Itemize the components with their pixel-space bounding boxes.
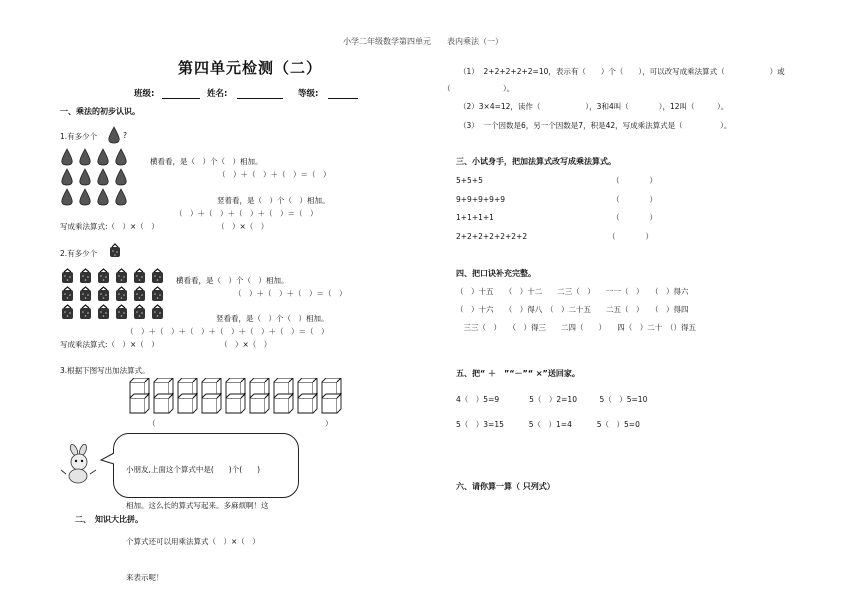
bubble-line: 个算式还可以用乘法算式（ ）×（ ） (126, 537, 260, 546)
q1-question-mark: ? (123, 131, 127, 140)
cube-stacks (128, 378, 348, 418)
sec3-expr: 9+9+9+9+9 (456, 195, 505, 204)
cube-stack (178, 378, 197, 413)
bubble-tail (100, 452, 116, 466)
cube-stack (274, 378, 293, 413)
strawberry-icon (62, 269, 73, 283)
q3-paren-close: ） (325, 419, 333, 428)
class-field[interactable] (162, 98, 200, 99)
strawberry-icon (80, 287, 91, 301)
strawberry-icon (62, 305, 73, 319)
sec3-expr: 1+1+1+1 (456, 213, 494, 222)
speech-bubble (113, 433, 299, 582)
pear-icon (62, 169, 72, 185)
name-field[interactable] (237, 98, 283, 99)
pear-icon (98, 149, 108, 165)
strawberry-icon (107, 243, 123, 259)
q3-paren-open: （ (148, 419, 156, 428)
cube-stack (130, 378, 149, 413)
section-1-heading: 一、乘法的初步认识。 (60, 107, 140, 116)
section-4-heading: 四、把口诀补充完整。 (456, 269, 536, 278)
bubble-line: 相加。这么长的算式写起来。多麻烦啊！这 (126, 501, 269, 510)
cube-stack (298, 378, 317, 413)
pear-icon (80, 189, 90, 205)
sec4-row: 三三（ ） （ ）得三 二四（ ） 四（ ）二十 （）得五 (456, 323, 696, 332)
name-label: 姓名: (207, 89, 228, 99)
pear-icon (116, 169, 126, 185)
pear-icon (107, 126, 121, 144)
pear-icon (98, 169, 108, 185)
q1-multiplication: 写成乘法算式:（ ）×（ ） (60, 222, 159, 231)
q1-horizontal: 横看看，是（ ）个（ ）相加。 (150, 157, 263, 166)
strawberry-icon (98, 287, 109, 301)
strawberry-icon (134, 287, 145, 301)
strawberry-icon (116, 269, 127, 283)
strawberry-icon (116, 305, 127, 319)
grade-label: 等级: (298, 89, 319, 99)
q2-multiplication: 写成乘法算式:（ ）×（ ） (60, 340, 159, 349)
sec5-row: 4（ ）5=9 5（ ）2=10 5（ ）5=10 (456, 395, 648, 404)
pear-icon (62, 189, 72, 205)
page-title: 第四单元检测（二） (178, 59, 323, 77)
grade-field[interactable] (328, 98, 358, 99)
bubble-text (126, 440, 269, 608)
pear-icon (98, 189, 108, 205)
q2-vertical-sum: （ ）＋（ ）＋（ ）＋（ ）＋（ ）＋（ ）＝（ ） (126, 327, 329, 336)
sec3-blank: （ ） (608, 232, 653, 241)
sec3-expr: 2+2+2+2+2+2+2 (456, 232, 528, 241)
sec3-blank: （ ） (612, 195, 657, 204)
section-6-heading: 六、请你算一算（ 只列式） (456, 482, 555, 491)
q2-label: 2.有多少个 (60, 249, 98, 258)
sec3-blank: （ ） (612, 213, 657, 222)
strawberry-icon (80, 305, 91, 319)
sec4-row: （ ）十五 （ ）十二 二三（ ） 一一（ ） （ ）得六 (456, 287, 689, 296)
pear-icon (80, 169, 90, 185)
strawberry-icon (62, 287, 73, 301)
strawberry-icon (134, 305, 145, 319)
q2-horizontal: 横看看，是（ ）个（ ）相加。 (176, 276, 289, 285)
cube-stack (250, 378, 269, 413)
pear-grid (60, 148, 132, 208)
q1-horizontal-sum: （ ）＋（ ）＋（ ）＝（ ） (218, 170, 331, 179)
pear-icon (116, 189, 126, 205)
strawberry-icon (116, 287, 127, 301)
pear-icon (62, 149, 72, 165)
section-2-heading: 二、 知识大比拼。 (75, 515, 143, 524)
section-3-heading: 三、小试身手，把加法算式改写成乘法算式。 (456, 157, 616, 166)
sec5-row: 5（ ）3=15 5（ ）1=4 5（ ）5=0 (456, 420, 640, 429)
strawberry-icon (98, 305, 109, 319)
bubble-line: 来表示呢！ (126, 573, 164, 582)
class-label: 班级: (134, 89, 155, 99)
strawberry-icon (80, 269, 91, 283)
q2-item-1-cont: （ ）。 (443, 84, 515, 93)
q2-vertical: 竖看看，是（ ）个（ ）相加。 (216, 314, 329, 323)
q1-vertical: 竖着看，是（ ）个（ ）相加。 (217, 196, 330, 205)
q2-horizontal-sum: （ ）＋（ ）＋（ ）＝（ ） (234, 289, 347, 298)
sec3-expr: 5+5+5 (456, 176, 483, 185)
cube-stack (154, 378, 173, 413)
page-header: 小学二年级数学第四单元 表内乘法（一） (343, 37, 503, 46)
strawberry-icon (152, 287, 163, 301)
cube-stack (202, 378, 221, 413)
bubble-line: 小朋友,上面这个算式中是( )个( ) (126, 465, 261, 474)
section-5-heading: 五、把“ ＋ ”“－”“ ×”送回家。 (456, 369, 580, 378)
q3-label: 3.根据下图写出加法算式。 (60, 366, 150, 375)
q2-item-1: （1） 2+2+2+2+2=10，表示有（ ）个（ ），可以改写成乘法算式（ ）或 (459, 67, 785, 76)
q2-item-3: （3） 一个因数是6，另一个因数是7，积是42，写成乘法算式是（ ）。 (459, 121, 732, 130)
q1-label: 1.有多少个 (60, 132, 98, 141)
q2-item-2: （2）3×4=12，读作（ ），3和4叫（ ），12叫（ ）。 (459, 102, 729, 111)
q1-multiplication-2: （ ）×（ ） (217, 222, 269, 231)
cube-stack (226, 378, 245, 413)
strawberry-icon (134, 269, 145, 283)
strawberry-icon (152, 269, 163, 283)
pear-icon (116, 149, 126, 165)
strawberry-grid (60, 268, 170, 324)
pear-icon (80, 149, 90, 165)
strawberry-icon (152, 305, 163, 319)
sec4-row: （ ）十六 （ ）得八 （ ）二十五 二五（ ） （ ）得四 (456, 305, 689, 314)
rabbit-icon (60, 444, 98, 486)
strawberry-icon (98, 269, 109, 283)
cube-stack (322, 378, 341, 413)
q1-vertical-sum: （ ）＋（ ）＋（ ）＋（ ）＝（ ） (175, 209, 318, 218)
q2-multiplication-2: （ ）×（ ） (220, 340, 272, 349)
sec3-blank: （ ） (612, 176, 657, 185)
